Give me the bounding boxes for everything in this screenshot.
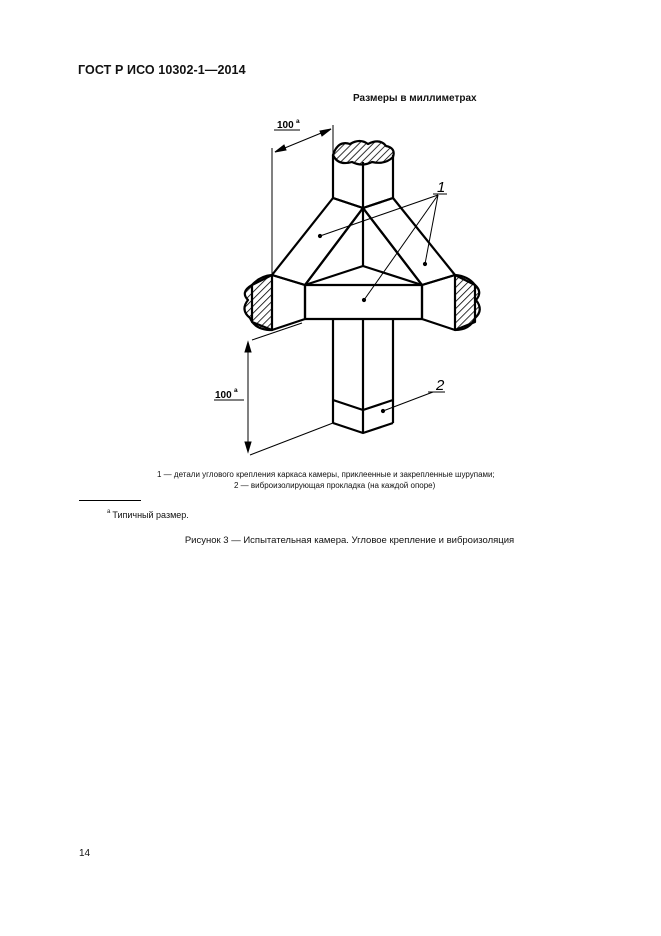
document-header: ГОСТ Р ИСО 10302-1—2014 xyxy=(78,63,246,77)
figure-caption: Рисунок 3 — Испытательная камера. Угловое крепление и виброизоляция xyxy=(184,535,515,546)
left-gusset xyxy=(272,198,363,285)
units-note: Размеры в миллиметрах xyxy=(353,93,477,104)
dim-left-marker: a xyxy=(234,387,238,394)
callout-2-label: 2 xyxy=(436,377,445,394)
dim-top-marker: a xyxy=(296,118,300,125)
bottom-post xyxy=(333,319,393,433)
page-number: 14 xyxy=(79,848,91,859)
footnote-marker: a xyxy=(107,509,111,515)
top-section-hatch xyxy=(333,141,394,165)
dim-top-label: 100 xyxy=(277,120,294,131)
footnote-text: Типичный размер. xyxy=(112,510,189,520)
dim-left-label: 100 xyxy=(215,390,232,401)
footnote xyxy=(107,510,189,520)
legend-item-1: 1 — детали углового крепления каркаса камеры, приклеенные и закрепленные шурупами; xyxy=(157,470,495,479)
legend-item-2: 2 — виброизолирующая прокладка (на каждой опоре) xyxy=(234,481,436,490)
callout-1-label: 1 xyxy=(437,179,446,196)
footnote-divider xyxy=(79,500,141,501)
right-gusset xyxy=(363,198,455,285)
left-section-hatch xyxy=(244,275,272,330)
